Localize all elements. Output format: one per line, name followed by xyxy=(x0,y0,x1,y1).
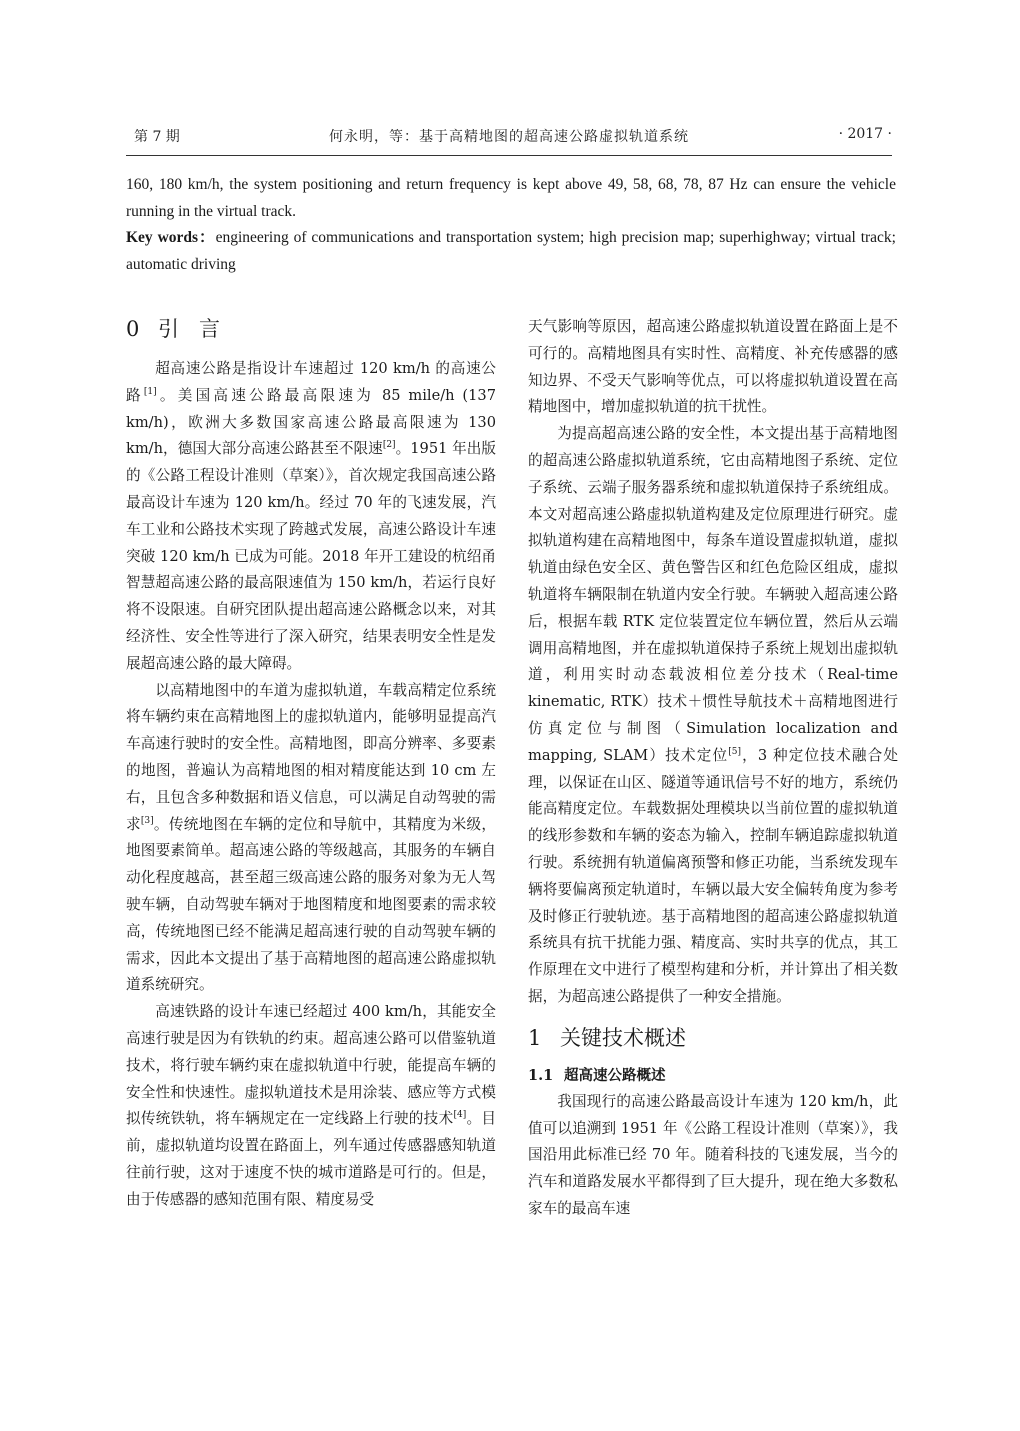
citation: [5] xyxy=(728,746,741,757)
section-0-number: 0 xyxy=(126,317,140,341)
abstract-text: 160, 180 km/h, the system positioning and return frequency is kept above 49, 58, 68, 78, 87 Hz can ensure the vehicle running in the virtual track. xyxy=(126,176,896,220)
intro-paragraph-2 xyxy=(126,678,496,1000)
subsection-1-1-heading xyxy=(528,1063,898,1089)
text-run: 高速铁路的设计车速已经超过 400 km/h，其能安全高速行驶是因为有铁轨的约束。超高速公路可以借鉴轨道技术，将行驶车辆约束在虚拟轨道中行驶，能提高车辆的安全性和快速性。虚拟轨道技术是用涂装、感应等方式模拟传统铁轨，将车辆规定在一定线路上行驶的技术 xyxy=(126,1003,496,1128)
text-run: 。1951 年出版的《公路工程设计准则（草案）》，首次规定我国高速公路最高设计车速为 120 km/h。经过 70 年的飞速发展，汽车工业和公路技术实现了跨越式发展，高速公路设计车速突破 120 km/h 已成为可能。2018 年开工建设的杭绍甬智慧超高速公路的最高限速值为 150 km/h，若运行良好将不设限速。自研究团队提出超高速公路概念以来，对其经济性、安全性等进行了深入研究，结果表明安全性是发展超高速公路的最大障碍。 xyxy=(126,440,496,672)
intro-paragraph-1 xyxy=(126,356,496,678)
running-title: 何永明，等：基于高精地图的超高速公路虚拟轨道系统 xyxy=(329,129,689,145)
section-1-title: 关键技术概述 xyxy=(560,1025,686,1050)
left-column xyxy=(126,312,496,1214)
keywords-label: Key words： xyxy=(126,229,216,246)
intro-paragraph-3 xyxy=(126,999,496,1213)
text-run: 为提高超高速公路的安全性，本文提出基于高精地图的超高速公路虚拟轨道系统，它由高精地图子系统、定位子系统、云端子服务器系统和虚拟轨道保持子系统组成。本文对超高速公路虚拟轨道构建及定位原理进行研究。虚拟轨道构建在高精地图中，每条车道设置虚拟轨道，虚拟轨道由绿色安全区、黄色警告区和红色危险区组成，虚拟轨道将车辆限制在轨道内安全行驶。车辆驶入超高速公路后，根据车载 RTK 定位装置定位车辆位置，然后从云端调用高精地图，并在虚拟轨道保持子系统上规划出虚拟轨道，利用实时动态载波相位差分技术（Real-time kinematic, RTK）技术＋惯性导航技术＋高精地图进行仿真定位与制图（Simulation localization and mapping, SLAM）技术定位 xyxy=(528,425,898,764)
text-run: ，3 种定位技术融合处理，以保证在山区、隧道等通讯信号不好的地方，系统仍能高精度定位。车载数据处理模块以当前位置的虚拟轨道的线形参数和车辆的姿态为输入，控制车辆追踪虚拟轨道行驶。系统拥有轨道偏离预警和修正功能，当系统发现车辆将要偏离预定轨道时，车辆以最大安全偏转角度为参考及时修正行驶轨迹。基于高精地图的超高速公路虚拟轨道系统具有抗干扰能力强、精度高、实时共享的优点，其工作原理在文中进行了模型构建和分析，并计算出了相关数据，为超高速公路提供了一种安全措施。 xyxy=(528,746,898,1005)
citation: [4] xyxy=(453,1110,467,1121)
keywords-text: engineering of communications and transportation system; high precision map; superhighway; virtual track; automatic driving xyxy=(126,229,896,273)
running-header xyxy=(126,126,892,150)
intro-paragraph-3-continued: 天气影响等原因，超高速公路虚拟轨道设置在路面上是不可行的。高精地图具有实时性、高精度、补充传感器的感知边界、不受天气影响等优点，可以将虚拟轨道设置在高精地图中，增加虚拟轨道的抗干扰性。 xyxy=(528,318,898,416)
page-number: · 2017 · xyxy=(838,126,892,142)
section-1-heading xyxy=(528,1021,898,1055)
intro-paragraph-4 xyxy=(528,421,898,1011)
right-column xyxy=(528,314,898,1223)
issue-number: 第 7 期 xyxy=(134,129,180,145)
text-run: 。传统地图在车辆的定位和导航中，其精度为米级，地图要素简单。超高速公路的等级越高，其服务的车辆自动化程度越高，甚至超三级高速公路的服务对象为无人驾驶车辆，自动驾驶车辆对于地图精度和地图要素的需求较高，传统地图已经不能满足超高速行驶的自动驾驶车辆的需求，因此本文提出了基于高精地图的超高速公路虚拟轨道系统研究。 xyxy=(126,815,496,994)
citation: [1] xyxy=(143,386,157,397)
citation: [2] xyxy=(382,440,396,451)
citation: [3] xyxy=(140,815,154,826)
text-run: 。目前，虚拟轨道均设置在路面上，列车通过传感器感知轨道往前行驶，这对于速度不快的城市道路是可行的。但是，由于传感器的感知范围有限、精度易受 xyxy=(126,1110,496,1208)
english-abstract xyxy=(126,172,896,278)
text-run: 以高精地图中的车道为虚拟轨道，车载高精定位系统将车辆约束在高精地图上的虚拟轨道内，能够明显提高汽车高速行驶时的安全性。高精地图，即高分辨率、多要素的地图，普遍认为高精地图的相对精度能达到 10 cm 左右，且包含多种数据和语义信息，可以满足自动驾驶的需求 xyxy=(126,681,496,833)
text-run: 。美国高速公路最高限速为 85 mile/h (137 km/h)，欧洲大多数国家高速公路最高限速为 130 km/h，德国大部分高速公路甚至不限速 xyxy=(126,386,496,458)
section-0-title: 引言 xyxy=(158,317,240,341)
subsection-1-1-title: 超高速公路概述 xyxy=(564,1066,666,1084)
section-0-heading xyxy=(126,312,496,346)
header-rule xyxy=(126,155,892,156)
subsection-1-1-number: 1.1 xyxy=(528,1066,554,1084)
section-1-number: 1 xyxy=(528,1025,542,1050)
subsection-1-1-paragraph-1: 我国现行的高速公路最高设计车速为 120 km/h，此值可以追溯到 1951 年《公路工程设计准则（草案）》，我国沿用此标准已经 70 年。随着科技的飞速发展，当今的汽车和道路发展水平都得到了巨大提升，现在绝大多数私家车的最高车速 xyxy=(528,1092,898,1217)
keywords-line xyxy=(126,225,896,278)
text-run: 超高速公路是指设计车速超过 120 km/h 的高速公路 xyxy=(126,360,496,404)
